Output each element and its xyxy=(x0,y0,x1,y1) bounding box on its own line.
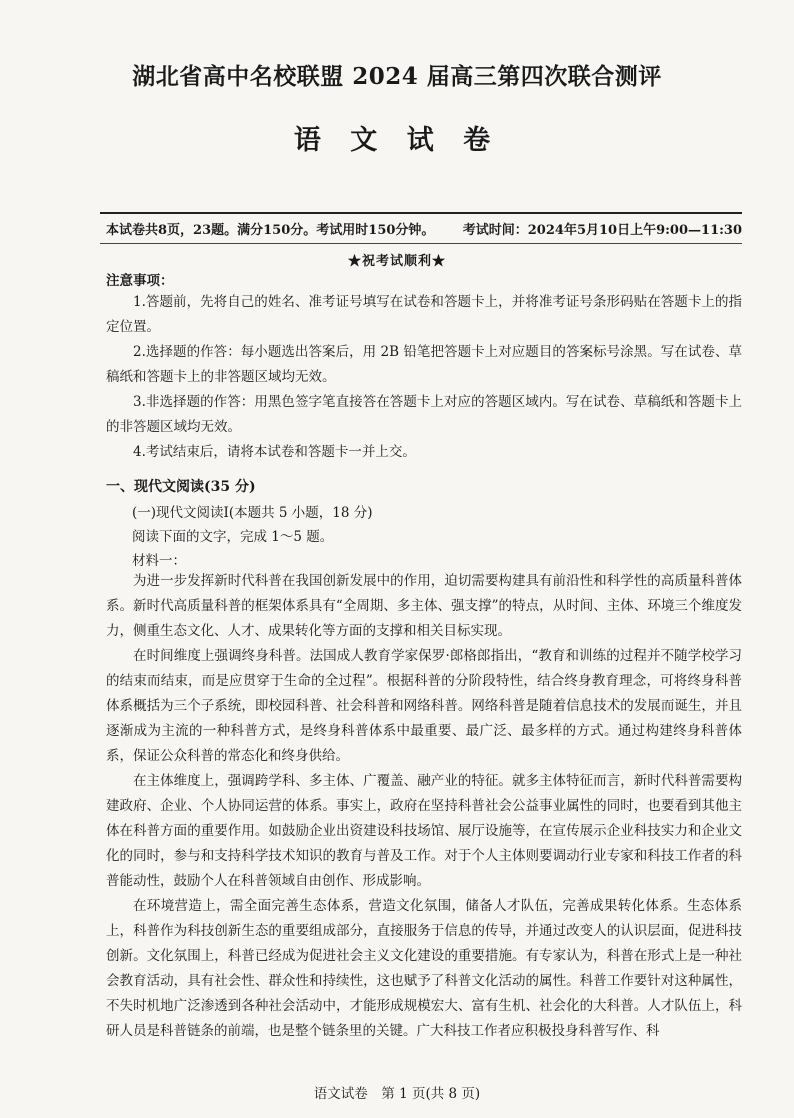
section-title: 一、现代文阅读(35 分) xyxy=(106,479,256,495)
exam-info: 本试卷共8页，23题。满分150分。考试用时150分钟。 xyxy=(106,223,435,238)
passage-paragraph: 在主体维度上，强调跨学科、多主体、广覆盖、融产业的特征。就多主体特征而言，新时代科普需要构建政府、企业、个人协同运营的体系。事实上，政府在坚持科普社会公益事业属性的同时，也要看到其他主体在科普方面的重要作用。如鼓励企业出资建设科技场馆、展厅设施等，在宣传展示企业科技实力和企业文化的同时，参与和支持科学技术知识的教育与普及工作。对于个人主体则要调动行业专家和科技工作者的科普能动性，鼓励个人在科普领域自由创作、形成影响。 xyxy=(106,773,742,889)
notice-item: 2.选择题的作答：每小题选出答案后，用 2B 铅笔把答题卡上对应题目的答案标号涂黑。写在试卷、草稿纸和答题卡上的非答题区域均无效。 xyxy=(106,344,742,385)
subject-title: 语 文 试 卷 xyxy=(293,125,501,156)
passage-paragraph: 在环境营造上，需全面完善生态体系，营造文化氛围，储备人才队伍，完善成果转化体系。生态体系上，科普作为科技创新生态的重要组成部分，直接服务于信息的传导，并通过改变人的认识层面，促进科技创新。文化氛围上，科普已经成为促进社会主义文化建设的重要措施。有专家认为，科普在形式上是一种社会教育活动，具有社会性、群众性和持续性，这也赋予了科普文化活动的属性。科普工作要针对这种属性，不失时机地广泛渗透到各种社会活动中，才能形成规模宏大、富有生机、社会化的大科普。人才队伍上，科研人员是科普链条的前端，也是整个链条里的关键。广大科技工作者应积极投身科普写作、科 xyxy=(106,898,742,1039)
exam-time: 考试时间：2024年5月10日上午9:00—11:30 xyxy=(462,223,742,238)
passage-paragraph: 为进一步发挥新时代科普在我国创新发展中的作用，迫切需要构建具有前沿性和科学性的高质量科普体系。新时代高质量科普的框架体系具有“全周期、多主体、强支撑”的特点，从时间、主体、环境三个维度发力，侧重生态文化、人才、成果转化等方面的支撑和相关目标实现。 xyxy=(106,573,742,639)
notice-item: 1.答题前，先将自己的姓名、准考证号填写在试卷和答题卡上，并将准考证号条形码贴在答题卡上的指定位置。 xyxy=(106,294,742,335)
material-label: 材料一： xyxy=(132,553,186,569)
reading-instruction: 阅读下面的文字，完成 1～5 题。 xyxy=(132,529,334,545)
passage xyxy=(106,569,742,1044)
good-luck-banner: ★祝考试顺利★ xyxy=(347,254,446,269)
exam-title: 湖北省高中名校联盟 2024 届高三第四次联合测评 xyxy=(132,63,662,90)
subsection-title: (一)现代文阅读Ⅰ(本题共 5 小题，18 分) xyxy=(132,505,373,521)
notice-heading: 注意事项： xyxy=(106,273,174,289)
page-footer: 语文试卷 第 1 页(共 8 页) xyxy=(313,1086,481,1102)
header-rule xyxy=(100,212,742,214)
passage-paragraph: 在时间维度上强调终身科普。法国成人教育学家保罗·郎格郎指出，“教育和训练的过程并不随学校学习的结束而结束，而是应贯穿于生命的全过程”。根据科普的分阶段特性，结合终身教育理念，可将终身科普体系概括为三个子系统，即校园科普、社会科普和网络科普。网络科普是随着信息技术的发展而诞生，并且逐渐成为主流的一种科普方式，是终身科普体系中最重要、最广泛、最多样的方式。通过构建终身科普体系，保证公众科普的常态化和终身供给。 xyxy=(106,648,742,764)
notice-item: 4.考试结束后，请将本试卷和答题卡一并上交。 xyxy=(133,444,416,460)
meta-rule xyxy=(100,243,742,244)
notice-item: 3.非选择题的作答：用黑色签字笔直接答在答题卡上对应的答题区域内。写在试卷、草稿纸和答题卡上的非答题区域均无效。 xyxy=(106,394,742,435)
notice-list xyxy=(106,290,742,465)
